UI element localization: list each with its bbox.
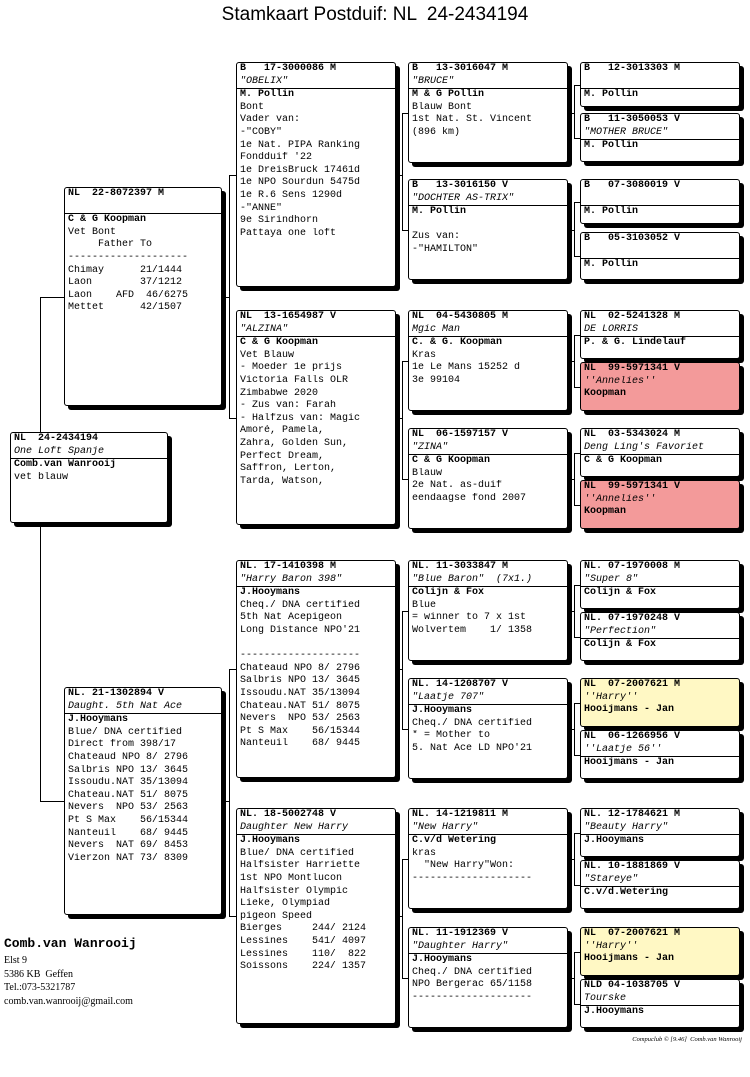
ring-number: B 13-3016150 V [412, 180, 509, 191]
breeder-name: Hooijmans - Jan [584, 704, 675, 716]
pigeon-name: ''Annelies'' [584, 375, 657, 387]
pigeon-card-ssss [580, 62, 740, 107]
pedigree-connector-line [574, 952, 580, 953]
pigeon-info-line: -------------------- [412, 872, 533, 884]
pigeon-info-line: Chimay 21/1444 [68, 264, 183, 276]
breeder-name: J.Hooymans [240, 835, 301, 847]
pedigree-connector-line [40, 523, 41, 801]
pigeon-info-line: Vierzon NAT 73/ 8309 [68, 852, 189, 864]
breeder-name: M. Pollin [240, 89, 295, 101]
pigeon-card-sdd [408, 428, 568, 529]
pigeon-info-line: 2e Nat. as-duif [412, 480, 503, 492]
pedigree-connector-line [574, 952, 575, 1004]
pigeon-card-subject [10, 432, 168, 523]
pigeon-info-line: -"COBY" [240, 126, 283, 138]
pigeon-info-line: Wolvertem 1/ 1358 [412, 624, 533, 636]
ring-number: NL. 14-1219811 M [412, 809, 509, 820]
breeder-name: C & G Koopman [412, 455, 491, 467]
pigeon-info-line: Amoré, Pamela, [240, 425, 325, 437]
pedigree-connector-line [574, 755, 580, 756]
breeder-name: C. & G. Koopman [412, 337, 503, 349]
pigeon-info-line: Vet Blauw [240, 349, 295, 361]
pigeon-info-line: Cheq./ DNA certified [412, 966, 533, 978]
pigeon-info-line: kras [412, 847, 437, 859]
breeder-name: J.Hooymans [412, 954, 473, 966]
pedigree-connector-line [402, 113, 403, 230]
breeder-name: J.Hooymans [240, 587, 301, 599]
ring-number: NL 03-5343024 M [584, 429, 681, 440]
pedigree-connector-line [229, 916, 236, 917]
breeder-name: M. Pollin [412, 206, 467, 218]
pigeon-info-line: Tarda, Watson, [240, 475, 325, 487]
pigeon-info-line: Issoudu.NAT 35/13094 [240, 687, 361, 699]
ring-number: NL. 18-5002748 V [240, 809, 337, 820]
pigeon-info-line: Zahra, Golden Sun, [240, 437, 349, 449]
pigeon-card-sssd [580, 113, 740, 162]
pigeon-info-line: Nevers NPO 53/ 2563 [68, 802, 189, 814]
pigeon-name: "Super 8" [581, 574, 739, 588]
breeder-name: C & G Koopman [240, 337, 319, 349]
pigeon-name: ''Laatje 56'' [581, 744, 739, 758]
pigeon-card-dsds [580, 678, 740, 727]
ring-number: NL 99-5971341 V [584, 481, 681, 492]
breeder-name: Koopman [584, 506, 627, 518]
pedigree-connector-line [574, 335, 575, 387]
pedigree-connector-line [402, 978, 408, 979]
pigeon-info-line: Laon 37/1212 [68, 277, 183, 289]
owner-name: Comb.van Wanrooij [4, 936, 137, 951]
ring-number: NL 07-2007621 M [584, 928, 681, 939]
pedigree-connector-line [574, 256, 580, 257]
pedigree-connector-line [402, 230, 408, 231]
pigeon-info-line: Nevers NAT 69/ 8453 [68, 840, 189, 852]
ring-number: NL 06-1266956 V [584, 731, 681, 742]
ring-number: NL 13-1654987 V [240, 311, 337, 322]
pigeon-name [65, 201, 221, 215]
pigeon-name: "Stareye" [581, 874, 739, 888]
pigeon-info-line: Mettet 42/1507 [68, 302, 183, 314]
ring-number: NL. 11-1912369 V [412, 928, 509, 939]
pedigree-connector-line [574, 703, 580, 704]
pigeon-name: Deng Ling's Favoriet [581, 442, 739, 456]
pigeon-card-ddd [408, 927, 568, 1028]
owner-postcode-line: 5386 KB Geffen [4, 968, 73, 980]
pigeon-info-line: (896 km) [412, 126, 461, 138]
pigeon-name [581, 246, 739, 260]
pedigree-connector-line [574, 138, 580, 139]
pigeon-card-dsss [580, 560, 740, 609]
pigeon-card-dsdd [580, 730, 740, 779]
pedigree-connector-line [402, 479, 408, 480]
pedigree-connector-line [574, 703, 575, 755]
pigeon-info-line [409, 219, 567, 232]
pigeon-name [581, 193, 739, 207]
pigeon-name: ''Annelies'' [584, 493, 657, 505]
pedigree-connector-line [229, 669, 236, 670]
breeder-name: M. Pollin [584, 259, 639, 271]
pigeon-info-line: Salbris NPO 13/ 3645 [240, 675, 361, 687]
pigeon-info-line: 1st Nat. St. Vincent [412, 114, 533, 126]
ring-number: NL 24-2434194 [14, 433, 99, 444]
pigeon-info-line: pigeon Speed [240, 910, 313, 922]
pigeon-card-sds [408, 310, 568, 411]
pigeon-info-line: 1e Le Mans 15252 d [412, 362, 521, 374]
ring-number: NL. 12-1784621 M [584, 809, 681, 820]
pigeon-info-line: Father To [68, 239, 153, 251]
pedigree-connector-line [40, 297, 41, 433]
pigeon-name: "DOCHTER AS-TRIX" [409, 193, 567, 207]
pigeon-info-line: Lessines 110/ 822 [240, 948, 367, 960]
ring-number: NL. 21-1302894 V [68, 688, 165, 699]
pigeon-card-ddss [580, 808, 740, 857]
breeder-name: Hooijmans - Jan [584, 953, 675, 965]
pigeon-name: One Loft Spanje [11, 446, 167, 460]
ring-number: NL 04-5430805 M [412, 311, 509, 322]
pigeon-name: ''Harry'' [584, 691, 639, 703]
pedigree-connector-line [402, 611, 408, 612]
pigeon-card-sd [236, 310, 396, 525]
breeder-name: J.Hooymans [412, 705, 473, 717]
pedigree-connector-line [574, 453, 580, 454]
breeder-name: Koopman [584, 388, 627, 400]
pigeon-info-line: -"ANNE" [240, 202, 283, 214]
pedigree-connector-line [574, 85, 575, 138]
pigeon-name: "MOTHER BRUCE" [581, 127, 739, 141]
ring-number: NL. 07-1970008 M [584, 561, 681, 572]
pigeon-card-dsd [408, 678, 568, 779]
breeder-name: M. Pollin [584, 206, 639, 218]
breeder-name: C & G Koopman [68, 214, 147, 226]
pigeon-info-line: Vet Bont [68, 226, 117, 238]
breeder-name: Colijn & Fox [584, 639, 657, 651]
pigeon-name: Mgic Man [409, 324, 567, 338]
ring-number: NL 22-8072397 M [68, 188, 165, 199]
pigeon-name: "BRUCE" [409, 76, 567, 90]
ring-number: B 17-3000086 M [240, 63, 337, 74]
ring-number: NL 02-5241328 M [584, 311, 681, 322]
pigeon-info-line [237, 638, 395, 651]
pigeon-info-line: -------------------- [240, 650, 361, 662]
pigeon-info-line: 1e DreisBruck 17461d [240, 164, 361, 176]
breeder-name: Comb.van Wanrooij [14, 459, 117, 471]
pigeon-name [581, 76, 739, 90]
pedigree-connector-line [229, 175, 230, 418]
pigeon-info-line: Blauw Bont [412, 101, 473, 113]
pigeon-card-sdss [580, 310, 740, 359]
pigeon-info-line: Lessines 541/ 4097 [240, 935, 367, 947]
breeder-name: M. Pollin [584, 140, 639, 152]
ring-number: B 12-3013303 M [584, 63, 681, 74]
page-title: Stamkaart Postduif: NL 24-2434194 [221, 4, 529, 25]
pedigree-connector-line [574, 202, 580, 203]
pigeon-card-ssdd [580, 232, 740, 280]
breeder-name: J.Hooymans [68, 714, 129, 726]
pigeon-info-line: Zimbabwe 2020 [240, 387, 319, 399]
pigeon-name: "New Harry" [409, 822, 567, 836]
pigeon-info-line: 9e Sirindhorn [240, 215, 319, 227]
pigeon-info-line: 5. Nat Ace LD NPO'21 [412, 742, 533, 754]
pedigree-connector-line [222, 801, 229, 802]
pigeon-info-line: Direct from 398/17 [68, 739, 177, 751]
pigeon-info-line: Salbris NPO 13/ 3645 [68, 764, 189, 776]
pigeon-info-line: Nevers NPO 53/ 2563 [240, 713, 361, 725]
pigeon-info-line: Perfect Dream, [240, 450, 325, 462]
owner-email-line: comb.van.wanrooij@gmail.com [4, 995, 133, 1007]
pedigree-connector-line [574, 1004, 580, 1005]
breeder-name: Colijn & Fox [584, 587, 657, 599]
pigeon-info-line: * = Mother to [412, 730, 491, 742]
pigeon-info-line: Blue/ DNA certified [240, 847, 355, 859]
pigeon-card-sdsd [580, 362, 740, 411]
pigeon-info-line: -"HAMILTON" [412, 243, 479, 255]
pigeon-info-line: Bont [240, 101, 265, 113]
pigeon-info-line: Chateaud NPO 8/ 2796 [240, 662, 361, 674]
pigeon-info-line: Cheq./ DNA certified [240, 599, 361, 611]
pigeon-info-line: Chateau.NAT 51/ 8075 [68, 789, 189, 801]
pigeon-name: "Daughter Harry" [409, 941, 567, 955]
pigeon-card-sss [408, 62, 568, 163]
pigeon-info-line: Blue/ DNA certified [68, 726, 183, 738]
pedigree-connector-line [574, 453, 575, 505]
breeder-name: C.v/d Wetering [412, 835, 497, 847]
pigeon-info-line: Kras [412, 349, 437, 361]
pigeon-card-sddd [580, 480, 740, 529]
pedigree-connector-line [574, 885, 580, 886]
ring-number: B 11-3050053 V [584, 114, 681, 125]
pigeon-name: "ZINA" [409, 442, 567, 456]
pedigree-connector-line [229, 669, 230, 916]
breeder-name: J.Hooymans [584, 835, 645, 847]
pigeon-name: "Laatje 707" [409, 692, 567, 706]
pigeon-info-line: - Moeder 1e prijs [240, 362, 343, 374]
pigeon-name: Tourske [581, 993, 739, 1007]
breeder-name: C.v/d.Wetering [584, 887, 669, 899]
pigeon-info-line: Soissons 224/ 1357 [240, 961, 367, 973]
pigeon-name: Daughter New Harry [237, 822, 395, 836]
pigeon-info-line: -------------------- [412, 991, 533, 1003]
pigeon-info-line: - Halfzus van: Magic [240, 412, 361, 424]
pigeon-info-line: Halfsister Harriette [240, 860, 361, 872]
pigeon-name: DE LORRIS [581, 324, 739, 338]
pigeon-info-line: vet blauw [14, 471, 69, 483]
pigeon-info-line: -------------------- [68, 251, 189, 263]
pigeon-info-line: 1e R.6 Sens 1290d [240, 189, 343, 201]
pigeon-info-line: Cheq./ DNA certified [412, 717, 533, 729]
pedigree-connector-line [229, 175, 236, 176]
pigeon-name: "OBELIX" [237, 76, 395, 90]
pigeon-info-line: Nanteuil 68/ 9445 [68, 827, 189, 839]
pigeon-info-line: - Zus van: Farah [240, 400, 337, 412]
ring-number: B 05-3103052 V [584, 233, 681, 244]
ring-number: NLD 04-1038705 V [584, 980, 681, 991]
pigeon-info-line: 1e Nat. PIPA Ranking [240, 139, 361, 151]
pigeon-card-dd [236, 808, 396, 1024]
owner-block [4, 936, 137, 1008]
pedigree-connector-line [574, 585, 575, 637]
pigeon-info-line: Blauw [412, 467, 443, 479]
breeder-name: M & G Pollin [412, 89, 485, 101]
pigeon-card-sire [64, 187, 222, 406]
breeder-name: Hooijmans - Jan [584, 757, 675, 769]
pigeon-info-line: 3e 99104 [412, 374, 461, 386]
owner-phone-line: Tel.:073-5321787 [4, 982, 76, 993]
pigeon-card-dssd [580, 612, 740, 661]
ring-number: NL. 07-1970248 V [584, 613, 681, 624]
pigeon-info-line: Lieke, Olympiad [240, 898, 331, 910]
pigeon-info-line: Pt S Max 56/15344 [240, 725, 361, 737]
pedigree-connector-line [402, 361, 408, 362]
pedigree-connector-line [574, 202, 575, 257]
pedigree-connector-line [402, 611, 403, 729]
breeder-name: J.Hooymans [584, 1006, 645, 1018]
footer-note: Compuclub © [9.46] Comb.van Wanrooij [632, 1036, 742, 1043]
ring-number: B 07-3080019 V [584, 180, 681, 191]
pigeon-card-dam [64, 687, 222, 915]
owner-address-line: Elst 9 [4, 955, 28, 966]
breeder-name: C & G Koopman [584, 455, 663, 467]
pigeon-name: Daught. 5th Nat Ace [65, 701, 221, 715]
ring-number: B 13-3016047 M [412, 63, 509, 74]
pigeon-card-dss [408, 560, 568, 661]
pedigree-connector-line [40, 297, 64, 298]
ring-number: NL. 17-1410398 M [240, 561, 337, 572]
pigeon-info-line: Vader van: [240, 114, 301, 126]
pedigree-connector-line [574, 833, 575, 885]
pedigree-connector-line [229, 418, 236, 419]
pigeon-name: "Perfection" [581, 626, 739, 640]
pedigree-connector-line [574, 85, 580, 86]
pedigree-connector-line [402, 113, 408, 114]
pigeon-name: "Harry Baron 398" [237, 574, 395, 588]
ring-number: NL 99-5971341 V [584, 363, 681, 374]
pedigree-connector-line [402, 859, 408, 860]
pedigree-connector-line [222, 297, 229, 298]
pigeon-info-line: Pattaya one loft [240, 227, 337, 239]
pedigree-connector-line [574, 585, 580, 586]
pedigree-connector-line [402, 361, 403, 479]
pigeon-info-line: Chateau.NAT 51/ 8075 [240, 700, 361, 712]
pedigree-connector-line [574, 505, 580, 506]
pigeon-info-line: Pt S Max 56/15344 [68, 814, 189, 826]
pigeon-info-line: Chateaud NPO 8/ 2796 [68, 751, 189, 763]
pigeon-card-dds [408, 808, 568, 909]
breeder-name: P. & G. Lindelauf [584, 337, 687, 349]
pigeon-info-line: 1st NPO Montlucon [240, 872, 343, 884]
pigeon-info-line: Laon AFD 46/6275 [68, 289, 189, 301]
pigeon-info-line: Fondduif '22 [240, 152, 313, 164]
ring-number: NL. 14-1208707 V [412, 679, 509, 690]
pigeon-info-line: "New Harry"Won: [412, 860, 515, 872]
pedigree-connector-line [574, 387, 580, 388]
pigeon-card-ddds [580, 927, 740, 976]
pigeon-info-line: Saffron, Lerton, [240, 463, 337, 475]
pigeon-name: "Beauty Harry" [581, 822, 739, 836]
pigeon-card-sdds [580, 428, 740, 477]
breeder-name: M. Pollin [584, 89, 639, 101]
pigeon-info-line: Issoudu.NAT 35/13094 [68, 777, 189, 789]
pedigree-connector-line [40, 801, 64, 802]
pigeon-info-line: Halfsister Olympic [240, 885, 349, 897]
pigeon-name: "Blue Baron" (7x1.) [409, 574, 567, 588]
pigeon-info-line: 1e NPO Sourdun 5475d [240, 177, 361, 189]
pigeon-card-ssds [580, 179, 740, 224]
pigeon-info-line: eendaagse fond 2007 [412, 492, 527, 504]
pedigree-connector-line [574, 833, 580, 834]
pigeon-info-line: 5th Nat Acepigeon [240, 612, 343, 624]
ring-number: NL. 11-3033847 M [412, 561, 509, 572]
pigeon-card-ss [236, 62, 396, 287]
ring-number: NL 06-1597157 V [412, 429, 509, 440]
pigeon-card-ds [236, 560, 396, 778]
ring-number: NL 07-2007621 M [584, 679, 681, 690]
breeder-name: Colijn & Fox [412, 587, 485, 599]
pigeon-info-line: Nanteuil 68/ 9445 [240, 738, 361, 750]
pigeon-name: ''Harry'' [584, 940, 639, 952]
pedigree-connector-line [402, 729, 408, 730]
pigeon-name: "ALZINA" [237, 324, 395, 338]
pigeon-info-line: Blue [412, 599, 437, 611]
pedigree-connector-line [402, 859, 403, 978]
pigeon-info-line: = winner to 7 x 1st [412, 612, 527, 624]
pigeon-info-line: Bierges 244/ 2124 [240, 923, 367, 935]
pigeon-info-line: Long Distance NPO'21 [240, 624, 361, 636]
pigeon-card-ddsd [580, 860, 740, 909]
pigeon-card-dddd [580, 979, 740, 1028]
ring-number: NL. 10-1881869 V [584, 861, 681, 872]
pigeon-info-line: Victoria Falls OLR [240, 374, 349, 386]
pigeon-info-line: NPO Bergerac 65/1158 [412, 979, 533, 991]
pigeon-card-ssd [408, 179, 568, 280]
pigeon-info-line: Zus van: [412, 231, 461, 243]
pedigree-connector-line [574, 335, 580, 336]
pedigree-connector-line [574, 637, 580, 638]
